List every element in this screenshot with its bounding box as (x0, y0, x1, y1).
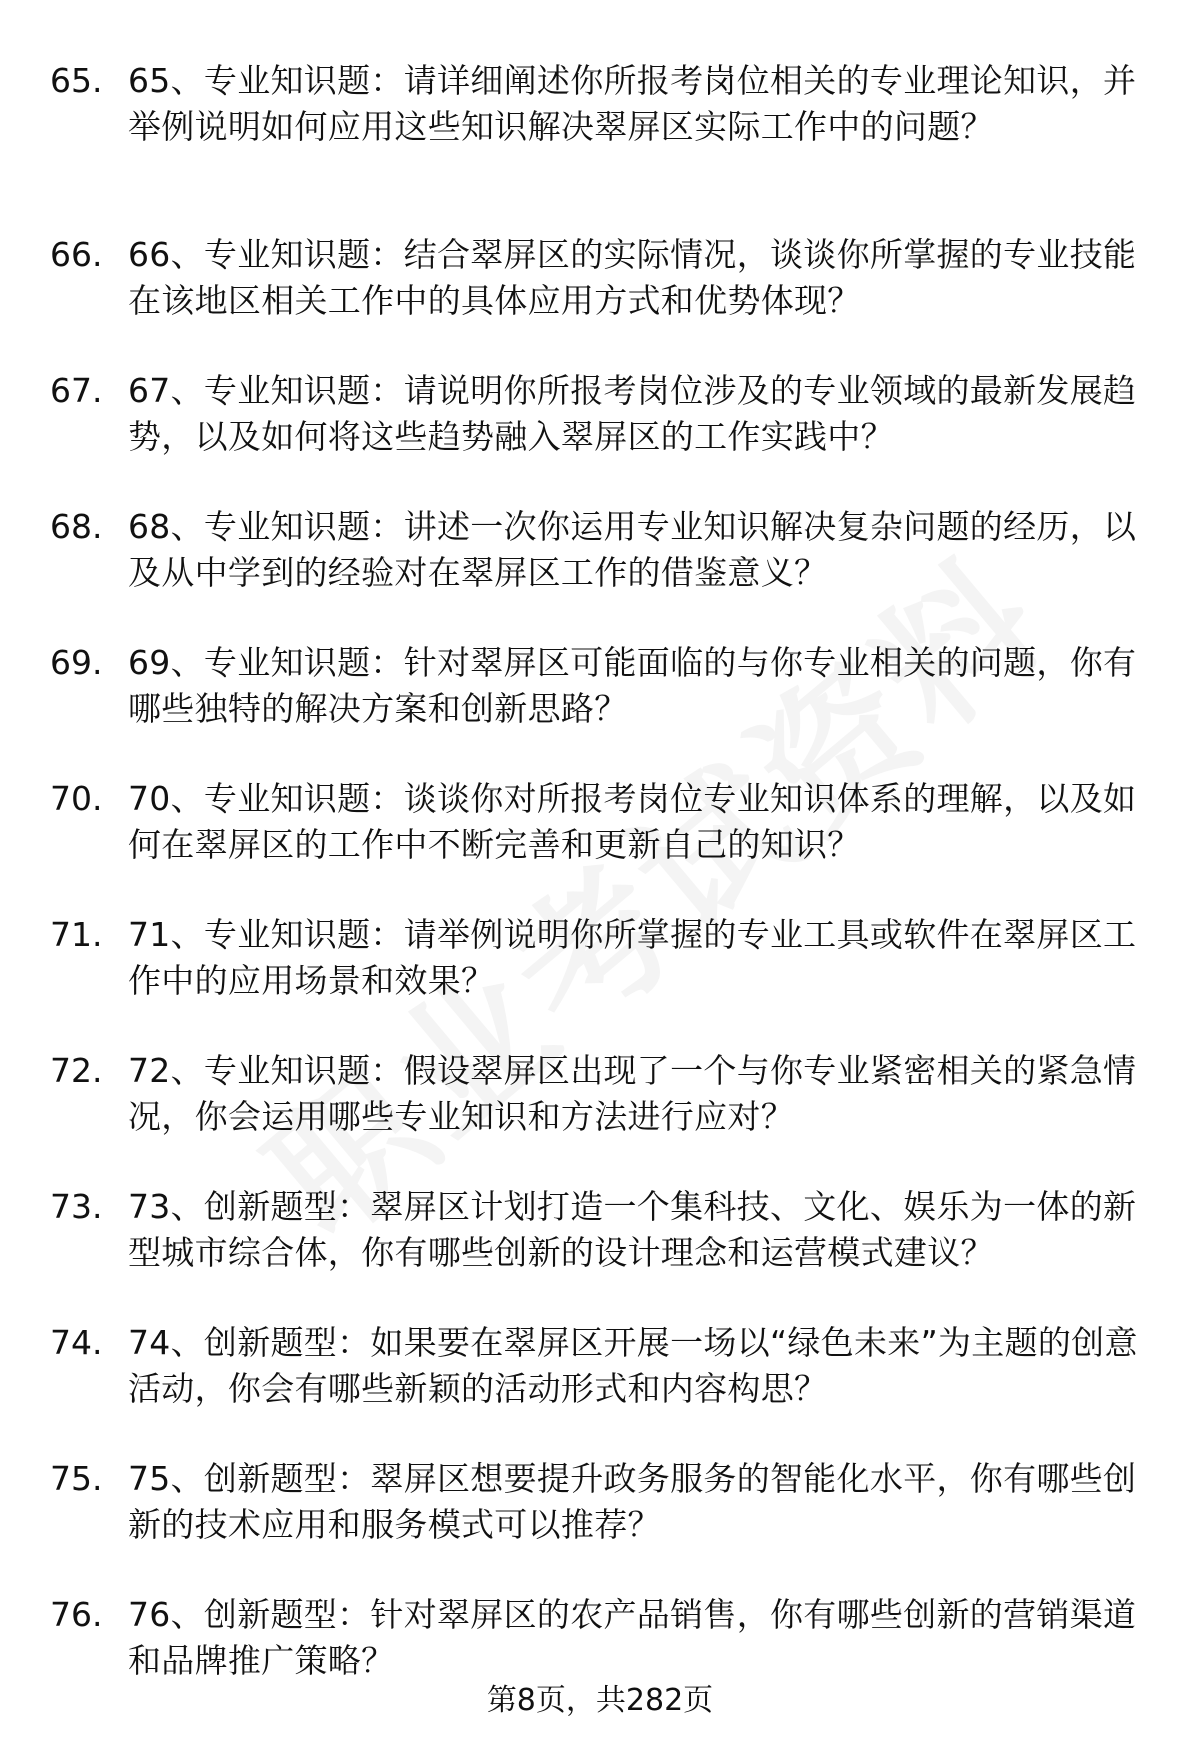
question-number: 71. (50, 915, 103, 954)
question-number: 67. (50, 371, 103, 410)
page-number: 第8页，共282页 (486, 1683, 714, 1718)
list-item (50, 1320, 1160, 1456)
question-number: 65. (50, 61, 103, 100)
question-text: 76、创新题型：针对翠屏区的农产品销售，你有哪些创新的营销渠道和品牌推广策略？ (128, 1595, 1137, 1680)
question-text: 66、专业知识题：结合翠屏区的实际情况，谈谈你所掌握的专业技能在该地区相关工作中的具体应用方式和优势体现？ (128, 235, 1137, 320)
question-number: 74. (50, 1323, 103, 1362)
question-text: 67、专业知识题：请说明你所报考岗位涉及的专业领域的最新发展趋势，以及如何将这些趋势融入翠屏区的工作实践中？ (128, 371, 1137, 456)
question-text: 70、专业知识题：谈谈你对所报考岗位专业知识体系的理解，以及如何在翠屏区的工作中不断完善和更新自己的知识？ (128, 779, 1137, 864)
question-number: 66. (50, 235, 103, 274)
list-item (50, 58, 1160, 232)
question-number: 72. (50, 1051, 103, 1090)
question-text: 65、专业知识题：请详细阐述你所报考岗位相关的专业理论知识，并举例说明如何应用这些知识解决翠屏区实际工作中的问题？ (128, 61, 1137, 146)
list-item (50, 640, 1160, 776)
question-text: 71、专业知识题：请举例说明你所掌握的专业工具或软件在翠屏区工作中的应用场景和效果？ (128, 915, 1137, 1000)
question-text: 73、创新题型：翠屏区计划打造一个集科技、文化、娱乐为一体的新型城市综合体，你有哪些创新的设计理念和运营模式建议？ (128, 1187, 1137, 1272)
list-item (50, 1048, 1160, 1184)
question-list (50, 58, 1160, 1728)
list-item (50, 912, 1160, 1048)
question-number: 70. (50, 779, 103, 818)
question-number: 68. (50, 507, 103, 546)
question-text: 75、创新题型：翠屏区想要提升政务服务的智能化水平，你有哪些创新的技术应用和服务模式可以推荐？ (128, 1459, 1137, 1544)
question-number: 69. (50, 643, 103, 682)
question-number: 76. (50, 1595, 103, 1634)
list-item (50, 232, 1160, 368)
question-number: 75. (50, 1459, 103, 1498)
question-text: 74、创新题型：如果要在翠屏区开展一场以“绿色未来”为主题的创意活动，你会有哪些新颖的活动形式和内容构思？ (128, 1323, 1138, 1408)
list-item (50, 368, 1160, 504)
question-number: 73. (50, 1187, 103, 1226)
list-item (50, 504, 1160, 640)
list-item (50, 776, 1160, 912)
question-text: 69、专业知识题：针对翠屏区可能面临的与你专业相关的问题，你有哪些独特的解决方案和创新思路？ (128, 643, 1137, 728)
list-item (50, 1184, 1160, 1320)
question-text: 68、专业知识题：讲述一次你运用专业知识解决复杂问题的经历，以及从中学到的经验对在翠屏区工作的借鉴意义？ (128, 507, 1137, 592)
question-text: 72、专业知识题：假设翠屏区出现了一个与你专业紧密相关的紧急情况，你会运用哪些专业知识和方法进行应对？ (128, 1051, 1137, 1136)
list-item (50, 1456, 1160, 1592)
